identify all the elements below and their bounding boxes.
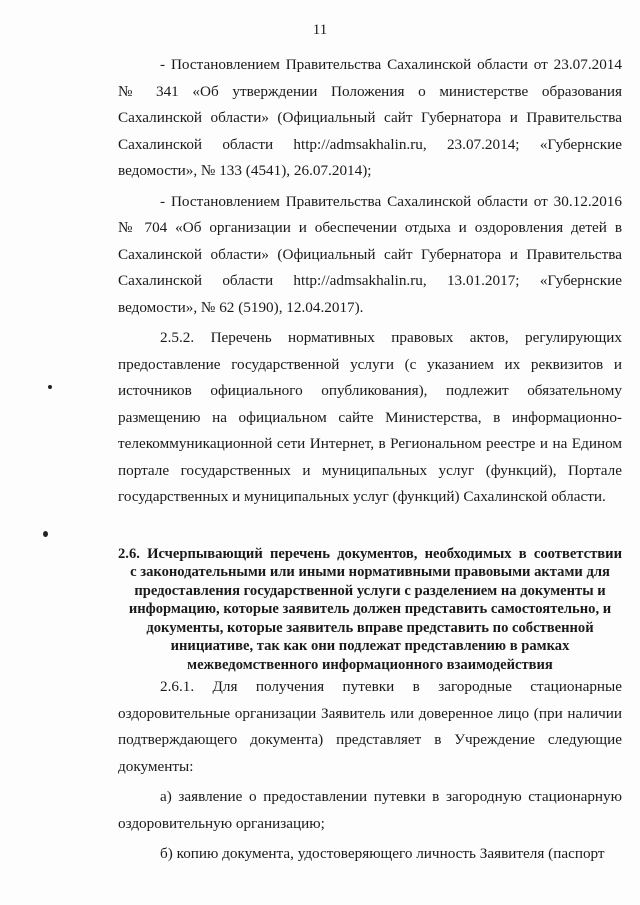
paragraph-2-6-1: 2.6.1. Для получения путевки в загородные стационарные оздоровительные организации Заявитель или доверенное лицо (при наличии подтверждающего документа) представляет в Учреждение следующие документы: — [118, 678, 622, 775]
list-item-b: б) копию документа, удостоверяющего личность Заявителя (паспорт — [160, 845, 605, 862]
section-heading-line: инициативе, так как они подлежат представлению в рамках — [170, 638, 570, 654]
section-heading-line: с законодательными или иными нормативными правовыми актами для — [130, 564, 610, 580]
page-number: 11 — [312, 22, 328, 38]
document-body — [118, 52, 622, 868]
section-heading-2-6 — [118, 545, 622, 675]
section-heading-line: межведомственного информационного взаимодействия — [187, 656, 553, 673]
section-heading-line: документы, которые заявитель вправе представить по собственной — [146, 619, 594, 636]
section-heading-line: предоставления государственной услуги с разделением на документы и — [134, 582, 606, 599]
section-heading-line: информацию, которые заявитель должен представить самостоятельно, и — [128, 601, 612, 617]
list-item-a: а) заявление о предоставлении путевки в загородную стационарную оздоровительную организацию; — [118, 788, 622, 832]
section-heading-line: 2.6. Исчерпывающий перечень документов, необходимых в соответствии — [118, 545, 622, 562]
paragraph-decree-341: - Постановлением Правительства Сахалинской области от 23.07.2014 № 341 «Об утверждении Положения о министерстве образования Сахалинской области» (Официальный сайт Губернатора и Правительства Сахалинской области http://admsakhalin.ru, 23.07.2014; «Губернские ведомости», № 133 (4541), 26.07.2014); — [118, 56, 622, 179]
paragraph-2-5-2: 2.5.2. Перечень нормативных правовых актов, регулирующих предоставление государственной услуги (с указанием их реквизитов и источников официального опубликования), подлежит обязательному размещению на официальном сайте Министерства, в информационно-телекоммуникационной сети Интернет, в Региональном реестре и на Едином портале государственных и муниципальных услуг (функций), Портале государственных и муниципальных услуг (функций) Сахалинской области. — [118, 329, 622, 505]
scan-dot-mark — [48, 385, 52, 389]
paragraph-decree-704: - Постановлением Правительства Сахалинской области от 30.12.2016 № 704 «Об организации и обеспечении отдыха и оздоровления детей в Сахалинской области» (Официальный сайт Губернатора и Правительства Сахалинской области http://admsakhalin.ru, 13.01.2017; «Губернские ведомости», № 62 (5190), 12.04.2017). — [118, 192, 622, 316]
scan-dot-mark — [43, 531, 48, 537]
